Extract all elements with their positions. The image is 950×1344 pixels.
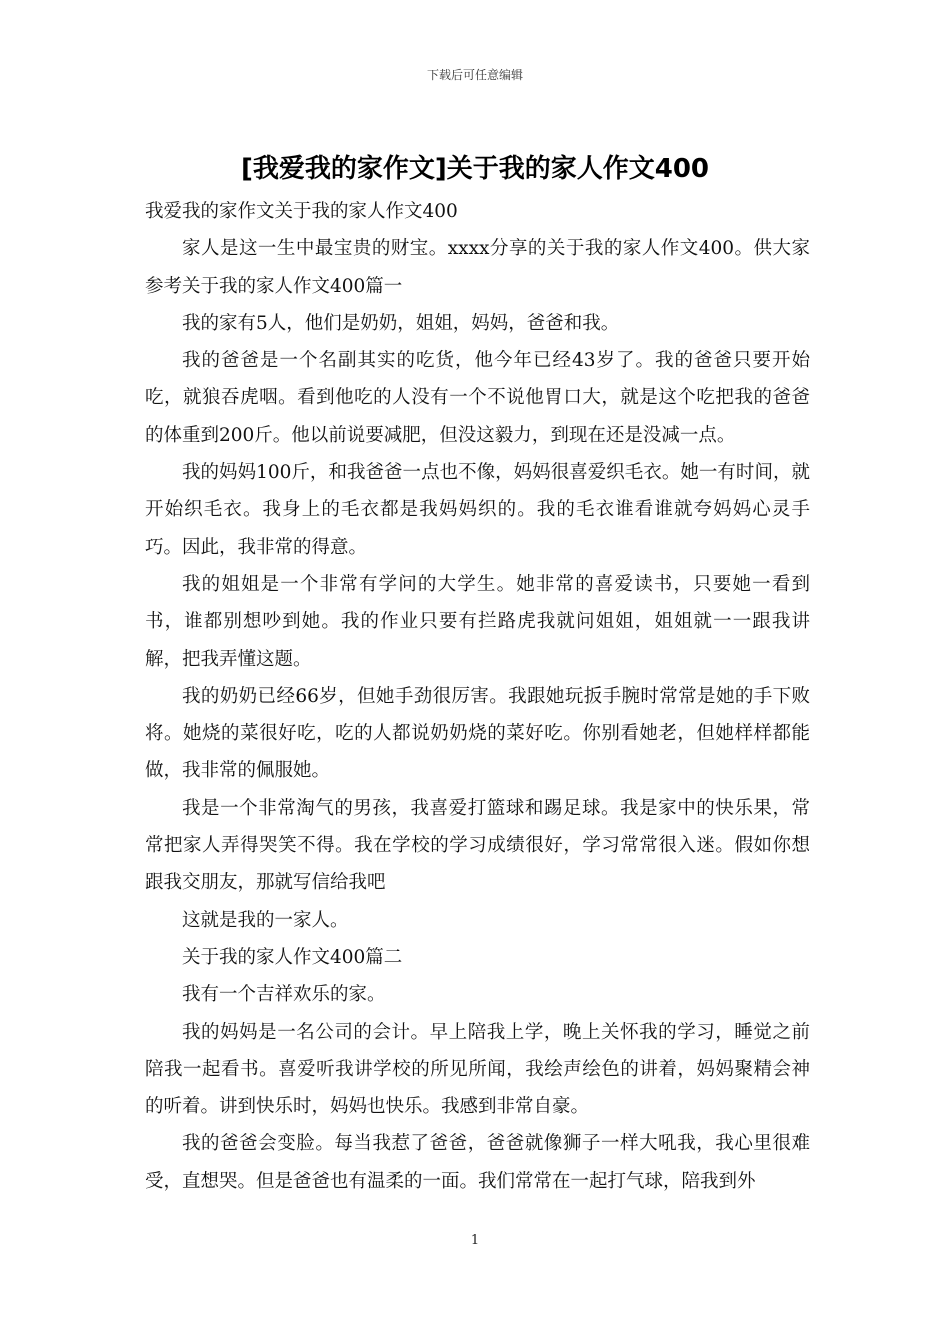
body-paragraph: 我的妈妈是一名公司的会计。早上陪我上学，晚上关怀我的学习，睡觉之前陪我一起看书。喜爱听我讲学校的所见所闻，我绘声绘色的讲着，妈妈聚精会神的听着。讲到快乐时，妈妈也快乐。我感到非常自豪。 [145, 1021, 810, 1118]
body-paragraph: 我的爸爸会变脸。每当我惹了爸爸，爸爸就像狮子一样大吼我，我心里很难受，直想哭。但是爸爸也有温柔的一面。我们常常在一起打气球，陪我到外 [145, 1133, 810, 1192]
page-number: 1 [470, 1233, 480, 1248]
body-paragraph: 我的妈妈100斤，和我爸爸一点也不像，妈妈很喜爱织毛衣。她一有时间，就开始织毛衣。我身上的毛衣都是我妈妈织的。我的毛衣谁看谁就夸妈妈心灵手巧。因此，我非常的得意。 [145, 462, 810, 558]
header-note: 下载后可任意编辑 [426, 68, 523, 82]
section-heading: 关于我的家人作文400篇二 [182, 946, 403, 968]
document-body [145, 193, 810, 1200]
body-paragraph: 家人是这一生中最宝贵的财宝。xxxx分享的关于我的家人作文400。供大家参考关于我的家人作文400篇一 [145, 238, 810, 297]
body-paragraph: 我有一个吉祥欢乐的家。 [182, 984, 386, 1006]
subtitle-paragraph: 我爱我的家作文关于我的家人作文400 [145, 201, 458, 222]
body-paragraph: 这就是我的一家人。 [182, 909, 349, 931]
body-paragraph: 我的爸爸是一个名副其实的吃货，他今年已经43岁了。我的爸爸只要开始吃，就狼吞虎咽。看到他吃的人没有一个不说他胃口大，就是这个吃把我的爸爸的体重到200斤。他以前说要减肥，但没这毅力，到现在还是没减一点。 [145, 350, 810, 446]
body-paragraph: 我的家有5人，他们是奶奶，姐姐，妈妈，爸爸和我。 [182, 312, 620, 334]
body-paragraph: 我的奶奶已经66岁，但她手劲很厉害。我跟她玩扳手腕时常常是她的手下败将。她烧的菜很好吃，吃的人都说奶奶烧的菜好吃。你别看她老，但她样样都能做，我非常的佩服她。 [145, 685, 810, 782]
body-paragraph: 我的姐姐是一个非常有学问的大学生。她非常的喜爱读书，只要她一看到书，谁都别想吵到她。我的作业只要有拦路虎我就问姐姐，姐姐就一一跟我讲解，把我弄懂这题。 [145, 573, 810, 670]
body-paragraph: 我是一个非常淘气的男孩，我喜爱打篮球和踢足球。我是家中的快乐果，常常把家人弄得哭笑不得。我在学校的学习成绩很好，学习常常很入迷。假如你想跟我交朋友，那就写信给我吧 [145, 797, 810, 894]
document-title: [我爱我的家作文]关于我的家人作文400 [240, 154, 710, 184]
